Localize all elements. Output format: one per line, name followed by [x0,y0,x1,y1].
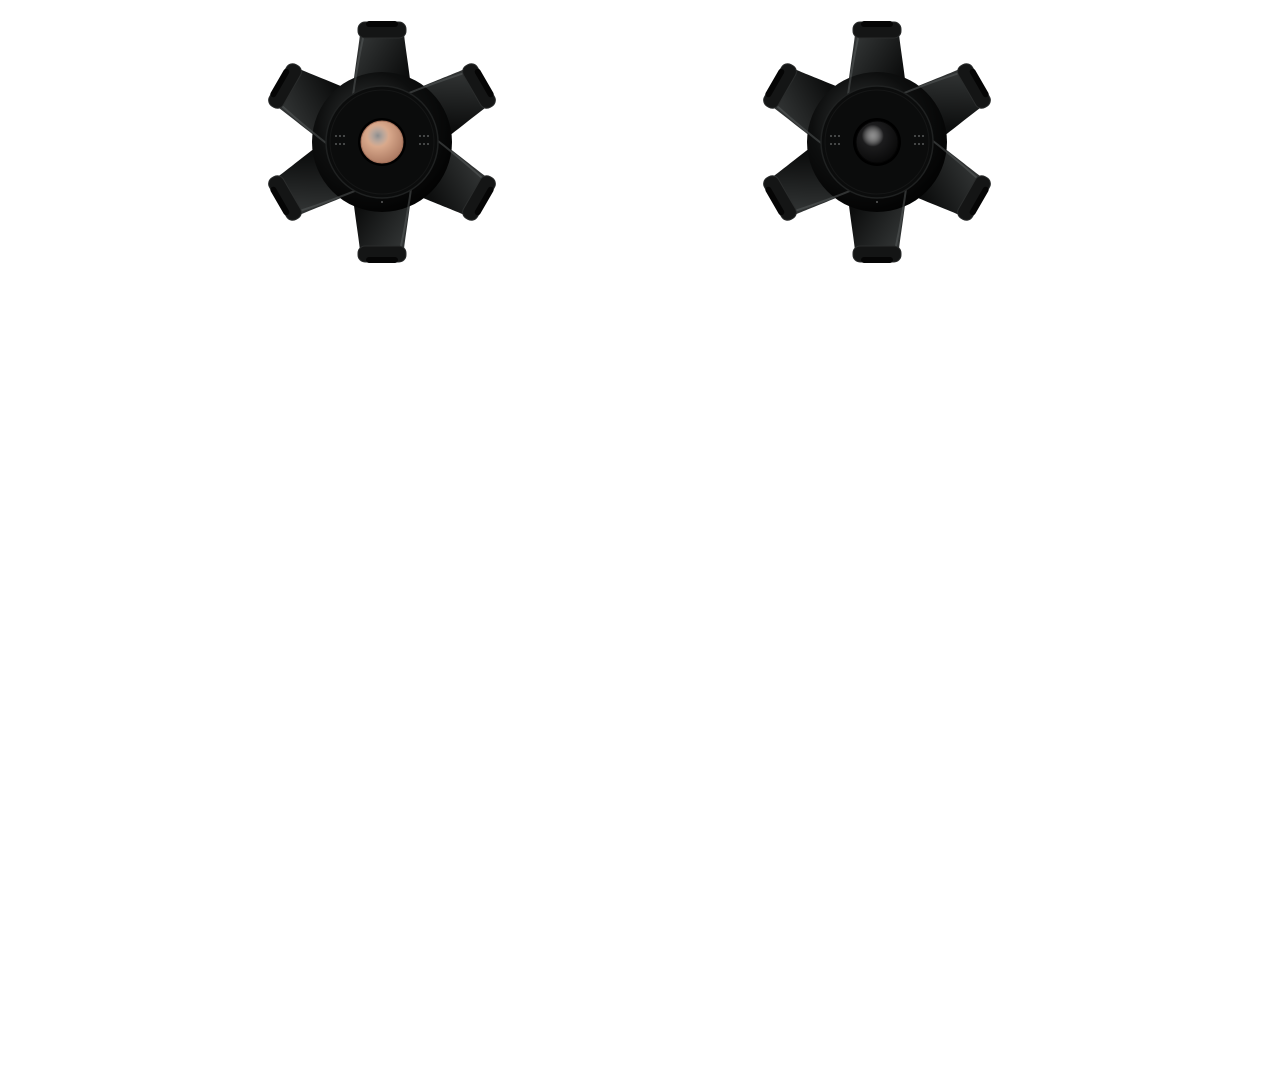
indicator-dot [830,143,832,145]
indicator-dot [343,143,345,145]
indicator-dot [335,135,337,137]
hub-body [755,21,999,263]
product-image-black-button [745,14,1009,284]
hub-body [260,21,504,263]
indicator-dot [834,143,836,145]
hub-graphic [250,14,514,284]
indicator-dot [830,135,832,137]
hub-graphic [745,14,1009,284]
indicator-dot [918,143,920,145]
indicator-dot [335,143,337,145]
product-image-copper-button [250,14,514,284]
port-jack [366,21,398,27]
indicator-dot [339,135,341,137]
port-jack [861,21,893,27]
port-jack [366,257,398,263]
indicator-dot [339,143,341,145]
indicator-dot [922,143,924,145]
indicator-dot [343,135,345,137]
indicator-dot [423,135,425,137]
indicator-dot [834,135,836,137]
port-jack [861,257,893,263]
indicator-dot [918,135,920,137]
indicator-dot [419,143,421,145]
indicator-dot [423,143,425,145]
indicator-dot [922,135,924,137]
center-button [361,121,403,163]
indicator-dot [914,143,916,145]
indicator-dot [427,143,429,145]
indicator-dot [838,143,840,145]
indicator-dot [914,135,916,137]
indicator-dot [427,135,429,137]
indicator-dot [419,135,421,137]
indicator-dot [838,135,840,137]
center-button [856,121,898,163]
